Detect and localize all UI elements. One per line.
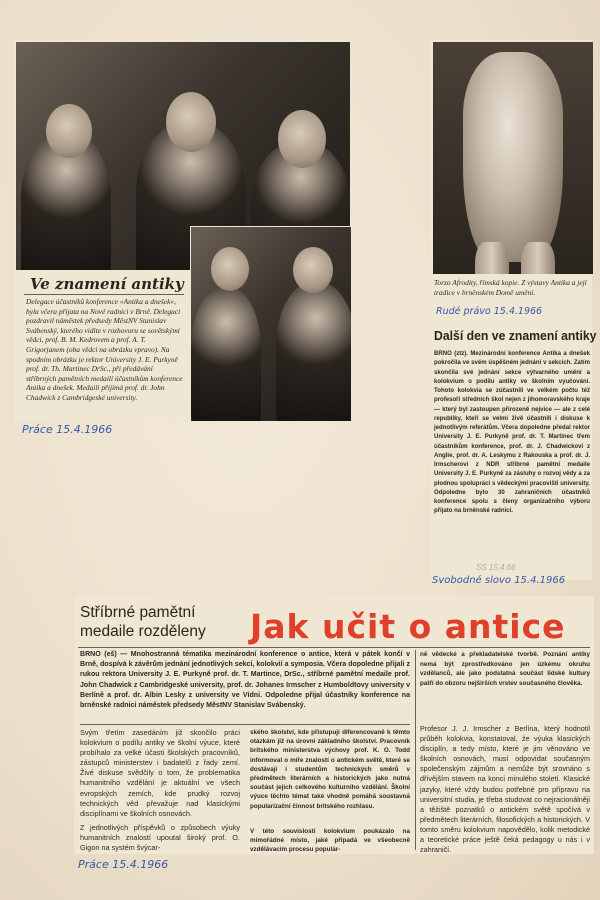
headline-rule (24, 294, 184, 295)
headline-jak-ucit-o-antice: Jak učit o antice (250, 607, 566, 646)
lead-paragraph-medals: BRNO (eš) — Mnohostranná tématika mezinárodní konference o antice, která v pátek končí v Brně, dospívá k závěrům jednání jednotlivých sekcí, kolokvií a symposia. Včera dopoledne přijali z rukou rektora University J. E. Purkyně prof. dr. T. Martince, DrSc., stříbrné pamětní medaile prof. John Chadwick z Cambridgeské university, prof. dr. Johanes Irmscher z Humboldtovy university v Berlíně a prof. dr. Albin Lesky z university ve Vídni. Odpoledne přijal účastníky konference na brněnské radnici náměstek předsedy MěstNV Stanislav Svábenský. (80, 651, 410, 710)
faded-stamp: SS 15.4.66 (476, 563, 516, 572)
photo-medal-ceremony (190, 226, 352, 422)
headline-stribrne-medaile-line1: Stříbrné pamětní (80, 604, 196, 621)
photo-caption-delegation: Delegace účastníků konference »Antika a dnešek«, byla včera přijata na Nové radnici v Brně. Delegaci pozdravil náměstek předsedy MěstNV Stanislav Svábenský, kterého vidíte v rozhovoru se sovětskými vědci, prof. B. M. Kedrovem a prof. A. T. Grigorjanem (oba vědci na obrázku vpravo). Na spodním obrázku je rektor University J. E. Purkyně prof. dr. Th. Martinec DrSc., při předávání stříbrných pamětních medailí účastníkům konference Antika a dnešek. Medaili přijímá prof. dr. John Chadwick z Cambridgeské university. (26, 297, 183, 402)
headline-dalsi-den: Další den ve znamení antiky (434, 328, 597, 343)
column-1-paragraph-2: Z jednotlivých příspěvků o způsobech výuky humanitních znalostí upoutal široký prof. O. Gigon na systém švýcar- (80, 823, 240, 853)
torso-caption: Torzo Afrodity, římská kopie. Z výstavy Antika a její tradice v brněnském Domě umění. (434, 278, 587, 297)
article-dalsi-den-text: Mezinárodní konference Antika a dnešek pokročila ve svém úspěšném jednání v sekcích. Zatím skončila své jednání sekce výtvarného umění a kolokvium o podílu antiky ve školním vyučování. Tohoto kolokvia se zúčastnili ve velkém počtu též profesoři středních škol nejen z jihomoravského kraje — který byl zastoupen přirozeně nejvíce — ale z celé republiky, kteří se velmi živě účastnili i diskuse k jednotlivým referátům. Včera dopoledne předal rektor University J. E. Purkyně prof. dr. T. Martinec třem účastníkům konference, prof. dr. J. Chadwickovi z Anglie, prof. dr. A. Leskymu z Rakouska a prof. dr. J. Irmscherovi z NDR stříbrné pamětní medaile University J. E. Purkyně za zásluhy o rozvoj vědy a za plodnou spolupráci s vědeckými pracovišti university. Odpoledne bylo 30 zahraničních účastníků konference spolu s členy organizačního výboru přijato na brněnské radnici. (434, 351, 590, 515)
headline-rule-bottom (78, 647, 590, 648)
column-2-paragraph-1: ského školství, kde přistupují diferencovaně k těmto otázkám již na úrovni základního školství. Pracovník britského ministerstva výchovy prof. K. O. Todd informoval o míře znalostí o antickém světě, které se dostávají i studentům technických směrů v předmětech literárních a historických jako nutná součást jejich celkového kulturního vzdělání. Školní výuce těchto témat také vhodně pomáhá soustavná popularizační činnost britského rozhlasu. (250, 729, 410, 810)
article-dalsi-den-lead: BRNO (ztz). (434, 351, 468, 357)
article-dalsi-den-body (434, 350, 590, 572)
column-2-paragraph-2: V této souvislosti kolokvium poukázalo na mimořádné místo, jaké připadá ve všeobecně vzdělávacím procesu populár- (250, 828, 410, 854)
column-3-paragraph-1: ně vědecké a překladatelské tvorbě. Poznání antiky nemá být zprostředkováno jen úzkému okruhu vzdělanců, ale jako podstatná součást lidské kultury patří do obzoru nejširších vrstev současného člověka. (420, 651, 590, 687)
lead-rule (80, 724, 410, 725)
photo-aphrodite-torso (433, 42, 593, 274)
headline-stribrne-medaile-line2: medaile rozděleny (80, 623, 206, 640)
handwritten-source-prace-1: Práce 15.4.1966 (22, 423, 113, 436)
column-rule (415, 650, 416, 850)
handwritten-source-prace-2: Práce 15.4.1966 (78, 858, 169, 871)
headline-ve-znameni-antiky: Ve znamení antiky (30, 275, 184, 293)
column-1-paragraph-1: Svým třetím zasedáním již skončilo práci kolokvium o podílu antiky ve školní výuce, které probíhalo za velké účasti školských pracovníků, zástupců ministerstev i badatelů z řady zemí. Živé diskuse svědčily o tom, že problematika humanitního vzdělání je aktuální ve všech evropských zemích, kde prudký rozvoj technických věd převažuje nad klasickými disciplínami ve školních osnovách. (80, 728, 240, 818)
column-3-paragraph-2: Profesor J. J. Irmscher z Berlína, který hodnotil průběh kolokvia, konstatoval, že výuka klasických disciplín, a tedy místo, které je jim věnováno ve školních osnovách, musí odpovídat současným společenským zájmům a nemůže být srovnáno s dřívějším stavem na konci minulého století. Klasické jazyky, které vždy budou potřebné pro přípravu na universitní studia, je třeba studovat co nejracionálněji a těžiště poznatků o antickém světě spočívá v předmětech literárních, filosofických a historických. V tomto směru kolokvium napovědělo, kolik metodické a teoretické práce ještě čeká pedagogy u nás i v zahraničí. (420, 724, 590, 855)
handwritten-source-svobodne-slovo: Svobodné slovo 15.4.1966 (432, 575, 566, 586)
handwritten-source-rude-pravo: Rudé právo 15.4.1966 (436, 306, 543, 317)
